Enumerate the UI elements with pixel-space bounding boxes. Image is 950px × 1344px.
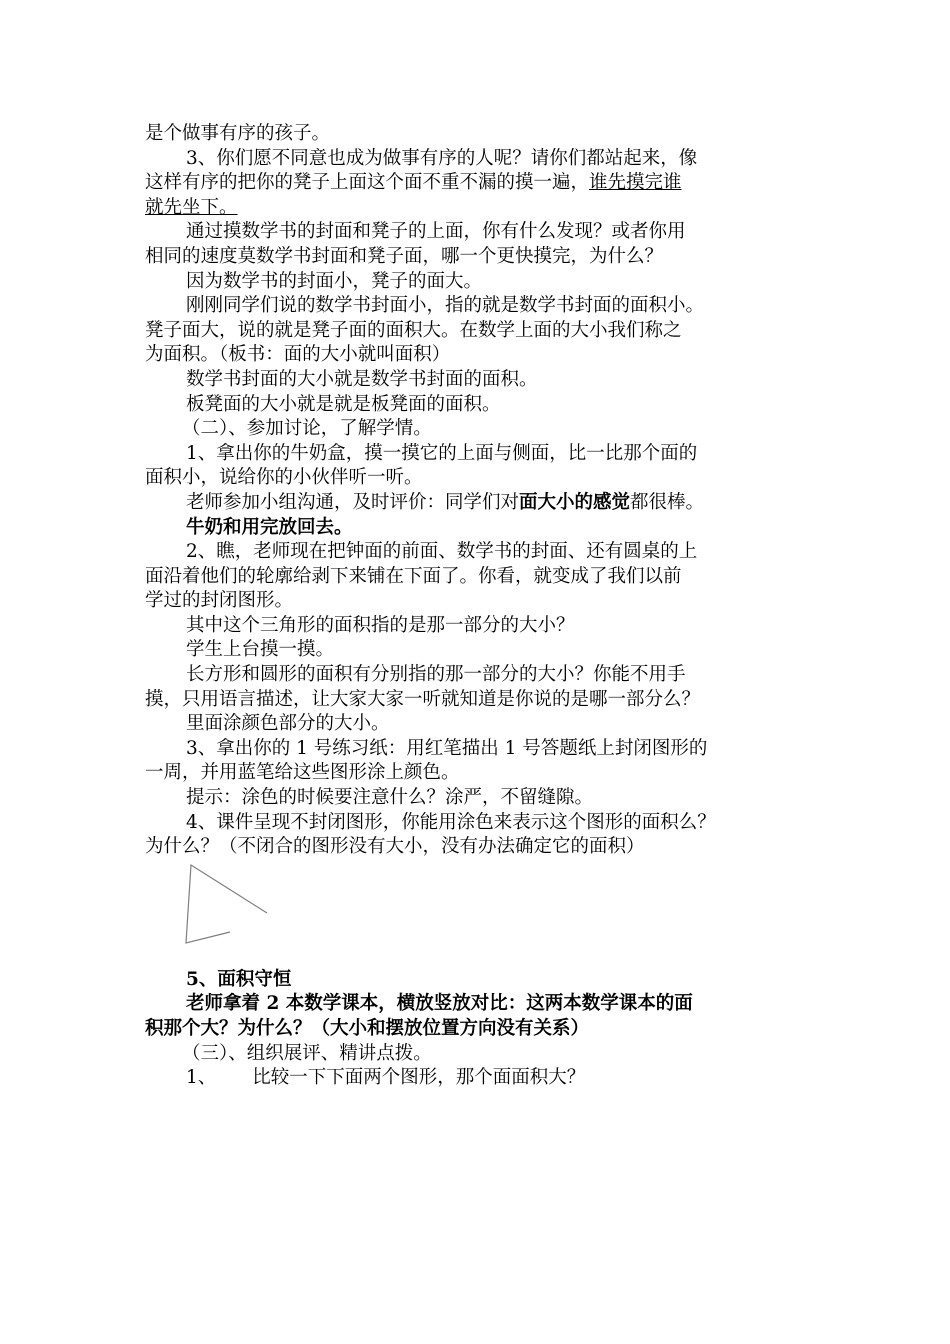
paragraph-line: 因为数学书的封面小，凳子的面大。: [186, 270, 483, 292]
document-body: [145, 122, 809, 1091]
paragraph-line: 板凳面的大小就是就是板凳面的面积。: [186, 393, 501, 415]
list-number: 1、: [186, 1067, 217, 1089]
underlined-text: 谁先摸完谁: [589, 172, 682, 194]
paragraph-line: 一周，并用蓝笔给这些图形涂上颜色。: [145, 762, 460, 784]
paragraph-line: 面沿着他们的轮廓给剥下来铺在下面了。你看，就变成了我们以前: [145, 565, 682, 587]
paragraph-line: 1、拿出你的牛奶盒，摸一摸它的上面与侧面，比一比那个面的: [186, 442, 698, 464]
text-span: 比较一下下面两个图形，那个面面积大？: [252, 1067, 586, 1089]
bold-line: 牛奶和用完放回去。: [186, 516, 353, 538]
open-triangle-shape: [183, 862, 273, 946]
paragraph-line: 为什么？（不闭合的图形没有大小，没有办法确定它的面积）: [145, 836, 645, 858]
text-span: 老师参加小组沟通，及时评价：同学们对: [186, 491, 520, 513]
paragraph-line: 面积小，说给你的小伙伴听一听。: [145, 467, 423, 489]
paragraph-line: 3、你们愿不同意也成为做事有序的人呢？请你们都站起来，像: [186, 147, 698, 169]
paragraph-line: [145, 491, 809, 516]
paragraph-line: [145, 1066, 809, 1091]
bold-line: 积那个大？为什么？（大小和摆放位置方向没有关系）: [145, 1018, 590, 1039]
paragraph-line: 提示：涂色的时候要注意什么？涂严，不留缝隙。: [186, 787, 594, 809]
underlined-line: 就先坐下。: [145, 196, 238, 218]
paragraph-line: 2、瞧，老师现在把钟面的前面、数学书的封面、还有圆桌的上: [186, 541, 698, 563]
paragraph-line: 摸，只用语言描述，让大家大家一听就知道是你说的是哪一部分么？: [145, 688, 701, 710]
paragraph-line: 是个做事有序的孩子。: [145, 123, 331, 144]
paragraph-line: 为面积。（板书：面的大小就叫面积）: [145, 344, 451, 366]
paragraph-line: 长方形和圆形的面积有分别指的那一部分的大小？你能不用手: [186, 664, 686, 686]
open-triangle-figure: [145, 860, 809, 968]
paragraph-line: 凳子面大，说的就是凳子面的面积大。在数学上面的大小我们称之: [145, 319, 682, 341]
paragraph-line: 学生上台摸一摸。: [186, 639, 335, 661]
paragraph-line: 刚刚同学们说的数学书封面小，指的就是数学书封面的面积小。: [186, 295, 705, 317]
open-triangle-outline: [186, 865, 267, 943]
paragraph-line: 4、课件呈现不封闭图形，你能用涂色来表示这个图形的面积么？: [186, 811, 716, 833]
text-span: 都很棒。: [630, 491, 705, 513]
paragraph-line: 其中这个三角形的面积指的是那一部分的大小？: [186, 614, 575, 636]
paragraph-line: [145, 171, 809, 196]
paragraph-line: 学过的封闭图形。: [145, 590, 294, 612]
section-heading: （二）、参加讨论，了解学情。: [182, 418, 432, 440]
paragraph-line: 通过摸数学书的封面和凳子的上面，你有什么发现？或者你用: [186, 221, 686, 243]
bold-line: 老师拿着 2 本数学课本，横放竖放对比：这两本数学课本的面: [186, 993, 693, 1015]
section-heading: 5、面积守恒: [186, 968, 292, 990]
bold-text: 面大小的感觉: [519, 491, 631, 513]
paragraph-line: 里面涂颜色部分的大小。: [186, 713, 390, 735]
paragraph-line: 数学书封面的大小就是数学书封面的面积。: [186, 368, 538, 390]
paragraph-line: 相同的速度莫数学书封面和凳子面，哪一个更快摸完，为什么？: [145, 245, 664, 267]
paragraph-line: 3、拿出你的 1 号练习纸：用红笔描出 1 号答题纸上封闭图形的: [186, 737, 708, 759]
section-heading: （三）、组织展评、精讲点拨。: [182, 1042, 432, 1064]
text-span: 这样有序的把你的凳子上面这个面不重不漏的摸一遍，: [145, 172, 590, 194]
